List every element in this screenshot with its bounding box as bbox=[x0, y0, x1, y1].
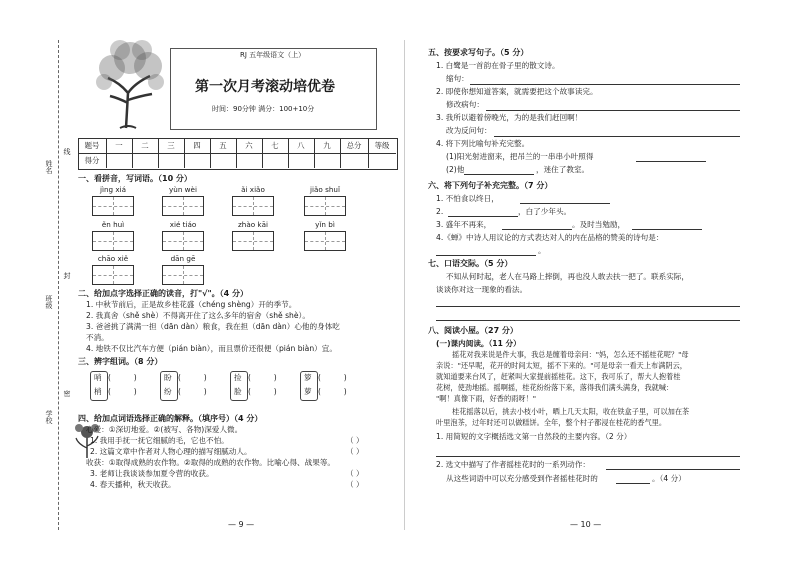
answer-line[interactable] bbox=[632, 229, 702, 230]
page-divider bbox=[404, 40, 405, 530]
question-text: 不消。 bbox=[86, 333, 109, 342]
question-text: 4.《蝉》中诗人用议论的方式表达对人的内在品格的赞美的诗句是： bbox=[436, 233, 664, 242]
passage-line: 叶里泡茶，过年时还可以做糕饼。全年，整个村子都浸在桂花的香气里。 bbox=[436, 418, 667, 427]
score-cell-header: 七 bbox=[271, 141, 279, 150]
side-line-label: 线 bbox=[63, 148, 71, 155]
prompt-label: 修改病句： bbox=[446, 100, 484, 109]
score-cell-header: 二 bbox=[141, 141, 149, 150]
char: 盼 bbox=[164, 373, 172, 382]
prompt-label: 改为反问句： bbox=[446, 126, 492, 135]
answer-line[interactable] bbox=[470, 84, 740, 85]
question-text: ，白了少年头。 bbox=[518, 207, 572, 216]
side-name-label: 姓名 bbox=[45, 160, 53, 174]
passage-line: 亲说："还早呢，花开的时间太短，摇不下来的。"可是母亲一看天上布满阴云， bbox=[436, 361, 687, 370]
answer-paren[interactable]: （ ） bbox=[346, 447, 364, 456]
answer-line[interactable] bbox=[494, 136, 740, 137]
question-text: 4. 将下列比喻句补充完整。 bbox=[436, 139, 530, 148]
page-number-left: — 9 — bbox=[228, 520, 255, 529]
section-6-title: 六、将下列句子补充完整。（7 分） bbox=[428, 181, 553, 190]
question-text: (2)他 bbox=[446, 165, 465, 174]
pinyin-label: yùn wèi bbox=[169, 185, 197, 194]
question-text: (1)阳光射进窗来，把吊兰的一串串小叶照得 bbox=[446, 152, 594, 161]
answer-line[interactable] bbox=[464, 174, 534, 175]
passage-line: 摇花对我来说是件大事，我总是缠着母亲问："妈，怎么还不摇桂花呢？"母 bbox=[452, 350, 689, 359]
question-text: 1. 中秋节前后，正是故乡桂花盛（chéng shèng）开的季节。 bbox=[86, 300, 297, 309]
score-cell-header: 九 bbox=[323, 141, 331, 150]
answer-line[interactable] bbox=[520, 203, 610, 204]
question-text: 3. 盛年不再来， bbox=[436, 220, 492, 229]
score-cell-header: 四 bbox=[193, 141, 201, 150]
char: 纷 bbox=[164, 387, 172, 396]
passage-line: 桂花摇落以后，挑去小枝小叶，晒上几天太阳，收在铁盒子里，可以加在茶 bbox=[452, 407, 690, 416]
score-cell-header: 八 bbox=[297, 141, 305, 150]
score-cell-header: 六 bbox=[245, 141, 253, 150]
answer-line[interactable] bbox=[636, 161, 706, 162]
binding-line bbox=[58, 40, 59, 530]
question-text: ，迷住了教室。 bbox=[536, 165, 590, 174]
answer-line[interactable] bbox=[448, 216, 518, 217]
char: 梢 bbox=[94, 387, 102, 396]
definition-line: 收获：①取得成熟的农作物。②取得的成熟的农作物。比喻心得、战果等。 bbox=[86, 458, 336, 467]
pinyin-label: ěn huì bbox=[101, 220, 125, 229]
answer-line[interactable] bbox=[502, 229, 572, 230]
section-4-title: 四、给加点词语选择正确的解释。（填序号）（4 分） bbox=[78, 414, 263, 423]
question-text: 3. 我所以避着傍晚光，为的是我们赶回啊！ bbox=[436, 113, 583, 122]
pinyin-label: dān gē bbox=[170, 254, 196, 263]
answer-grid[interactable] bbox=[162, 265, 204, 285]
tree-illustration bbox=[90, 38, 170, 130]
char: 萝 bbox=[304, 387, 312, 396]
answer-grid[interactable] bbox=[232, 196, 274, 216]
char: 哨 bbox=[94, 373, 102, 382]
pinyin-label: jìng xiá bbox=[99, 185, 127, 194]
score-cell-header: 五 bbox=[219, 141, 227, 150]
answer-grid[interactable] bbox=[304, 231, 346, 251]
pinyin-label: jiǎo shuǐ bbox=[310, 185, 340, 194]
question-text: 1. 白鹭是一首韵在骨子里的散文诗。 bbox=[436, 61, 560, 70]
section-7-title: 七、口语交际。（5 分） bbox=[428, 259, 513, 268]
section-3-title: 三、辨字组词。（8 分） bbox=[78, 357, 163, 366]
score-cell-header: 总分 bbox=[346, 141, 362, 150]
score-cell-header: 题号 bbox=[84, 141, 100, 150]
prompt-label: 缩句： bbox=[446, 74, 469, 83]
answer-grid[interactable] bbox=[304, 196, 346, 216]
answer-grid[interactable] bbox=[162, 196, 204, 216]
side-school-label: 学校 bbox=[45, 410, 53, 424]
page-number-right: — 10 — bbox=[570, 520, 602, 529]
answer-grid[interactable] bbox=[92, 231, 134, 251]
pinyin-label: yǐn bì bbox=[315, 220, 335, 229]
question-text: 2. 我真舍（shě shè）不得离开住了这么多年的宿舍（shě shè）。 bbox=[86, 311, 310, 320]
pinyin-label: xié tiáo bbox=[169, 220, 197, 229]
answer-paren[interactable]: （ ） bbox=[346, 480, 364, 489]
question-text: 2. 即使你想知道答案，就需要把这个故事读完。 bbox=[436, 87, 598, 96]
subsection-title: (一)课内阅读。（11 分） bbox=[436, 339, 521, 348]
side-fold-label: 密 bbox=[63, 390, 71, 397]
side-class-label: 班级 bbox=[45, 295, 53, 309]
definition-line: 心爱：①深切地爱。②(被写、各物)深爱人微。 bbox=[86, 425, 243, 434]
section-2-title: 二、给加点字选择正确的读音，打"√"。（4 分） bbox=[78, 289, 249, 298]
answer-line[interactable] bbox=[486, 110, 740, 111]
score-cell-header: 三 bbox=[167, 141, 175, 150]
answer-line[interactable] bbox=[606, 469, 740, 470]
question-text: 1. 用简短的文字概括选文第一自然段的主要内容。（2 分） bbox=[436, 432, 632, 441]
exam-meta: 时间：90分钟 满分：100+10分 bbox=[212, 105, 315, 113]
answer-line[interactable] bbox=[436, 456, 740, 457]
side-seal-label: 封 bbox=[63, 272, 71, 279]
section-1-title: 一、看拼音，写词语。（10 分） bbox=[78, 174, 192, 183]
score-cell-header: 等级 bbox=[374, 141, 390, 150]
answer-line[interactable] bbox=[616, 483, 650, 484]
answer-grid[interactable] bbox=[92, 265, 134, 285]
answer-paren[interactable]: （ ） bbox=[346, 469, 364, 478]
question-text: 4. 春天播种，秋天收获。 bbox=[90, 480, 176, 489]
answer-line[interactable] bbox=[436, 306, 740, 307]
question-text: 3. 老师让我谈谈参加夏令营的收获。 bbox=[90, 469, 214, 478]
answer-grid[interactable] bbox=[92, 196, 134, 216]
question-text: 。及时当勉励， bbox=[572, 220, 626, 229]
question-text: 谈谈你对这一现象的看法。 bbox=[436, 285, 528, 294]
section-5-title: 五、按要求写句子。（5 分） bbox=[428, 48, 529, 57]
question-text: 。（4 分） bbox=[652, 474, 686, 483]
pinyin-label: zhào kāi bbox=[238, 220, 268, 229]
answer-line[interactable] bbox=[436, 320, 740, 321]
question-text: 不知从何时起，老人在马路上摔倒，再也没人敢去扶一把了。联系实际， bbox=[446, 272, 689, 281]
answer-grid[interactable] bbox=[232, 231, 274, 251]
question-text: 4. 地铁不仅比汽车方便（pián biàn），而且票价还很便（pián biàn）宜。 bbox=[86, 344, 337, 353]
char: 捡 bbox=[234, 373, 242, 382]
page-title: 第一次月考滚动培优卷 bbox=[195, 79, 335, 95]
passage-line: "啊！真像下雨，好香的雨呀！" bbox=[436, 394, 537, 403]
passage-line: 花树，使劲地摇。摇啊摇，桂花纷纷落下来，落得我们满头满身，我就喊： bbox=[436, 383, 674, 392]
score-cell-header: 一 bbox=[115, 141, 123, 150]
question-text: 1. 我用手抚一抚它细腻的毛，它也不怕。 bbox=[90, 436, 229, 445]
question-text: 2. 选文中描写了作者摇桂花时的一系列动作： bbox=[436, 460, 590, 469]
question-text: 2. bbox=[436, 207, 444, 216]
question-text: 2. 这篇文章中作者对人物心理的描写细腻动人。 bbox=[90, 447, 252, 456]
answer-grid[interactable] bbox=[162, 231, 204, 251]
passage-line: 就知道要来台风了，赶紧叫大家提前摇桂花。这下，我可乐了，帮大人抱着桂 bbox=[436, 372, 681, 381]
question-text: 1. 不怕食以终日， bbox=[436, 194, 499, 203]
grade-badge: RJ 五年级语文（上） bbox=[240, 51, 306, 59]
score-row-label: 得分 bbox=[84, 156, 100, 165]
char: 箩 bbox=[304, 373, 312, 382]
answer-line[interactable] bbox=[436, 255, 536, 256]
answer-paren[interactable]: （ ） bbox=[346, 436, 364, 445]
pinyin-label: ǎi xiǎo bbox=[241, 185, 265, 194]
question-text: 。 bbox=[538, 246, 546, 255]
section-8-title: 八、阅读小屋。（27 分） bbox=[428, 326, 518, 335]
pinyin-label: chāo xiě bbox=[97, 254, 129, 263]
char: 脸 bbox=[234, 387, 242, 396]
question-text: 从这些词语中可以充分感受到作者摇桂花时的 bbox=[446, 474, 598, 483]
question-text: 3. 爸爸挑了满满一担（dān dàn）粮食，我在担（dān dàn）心他的身体吃 bbox=[86, 322, 340, 331]
